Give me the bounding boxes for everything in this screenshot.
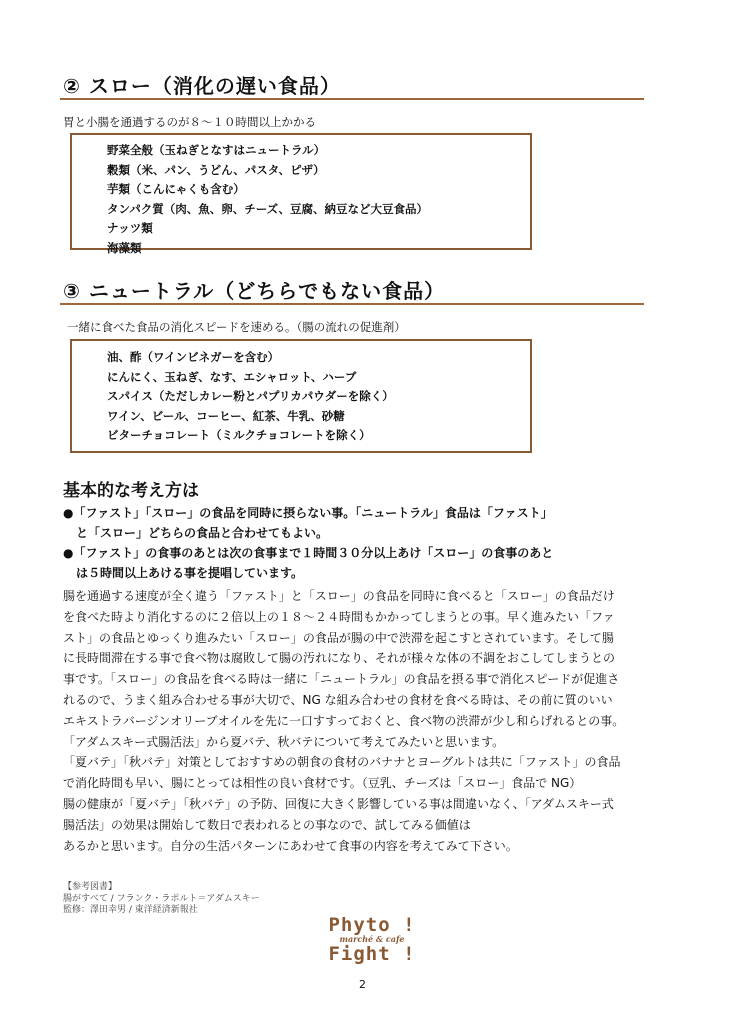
logo-line1: Phyto ! (328, 914, 416, 936)
food-item: 海藻類 (107, 240, 142, 255)
food-item: ビターチョコレート（ミルクチョコレートを除く） (107, 428, 371, 443)
reference-line: 腸がすべて / フランク・ラポルト＝アダムスキー (63, 893, 260, 904)
section2-food-box (70, 133, 532, 255)
food-item: 油、酢（ワインビネガーを含む） (107, 350, 280, 364)
section2-title-rule (60, 98, 644, 100)
section2-title: ② スロー（消化の遅い食品） (63, 74, 341, 98)
section3-food-box (70, 339, 532, 453)
paragraph-line: で消化時間も早い、腸にとっては相性の良い食材です。（豆乳、チーズは「スロー」食品で NG） (63, 776, 582, 791)
section2-note: 胃と小腸を通過するのが８～１０時間以上かかる (63, 115, 316, 129)
basics-bullets (63, 503, 553, 583)
references-label: 【参考図書】 (63, 882, 118, 892)
section3-note: 一緒に食べた食品の消化スピードを速める。（腸の流れの促進剤） (67, 320, 406, 334)
paragraph-line: 腸を通過する速度が全く違う「ファスト」と「スロー」の食品を同時に食べると「スロー」の食品だけ (63, 589, 615, 603)
logo-line2: marché & cafe (339, 934, 405, 944)
bullet-line: ●「ファスト」の食事のあとは次の食事まで１時間３０分以上あけ「スロー」の食事のあと (63, 546, 554, 560)
logo-line3: Fight ! (328, 943, 416, 965)
bullet-line: は５時間以上あける事を提唱しています。 (76, 566, 304, 580)
phyto-fight-logo (318, 915, 426, 964)
paragraph-line: 事です。「スロー」の食品を食べる時は一緒に「ニュートラル」の食品を摂る事で消化スピードが促進さ (63, 672, 620, 687)
food-item: 野菜全般（玉ねぎとなすはニュートラル） (107, 143, 326, 157)
food-item: ナッツ類 (107, 221, 153, 236)
section3-title: ③ ニュートラル（どちらでもない食品） (63, 279, 446, 303)
bullet-line: と「スロー」どちらの食品と合わせてもよい。 (76, 526, 329, 540)
paragraph-line: 腸活法」の効果は開始して数日で表われるとの事なので、試してみる価値は (63, 817, 471, 832)
food-item: 穀類（米、パン、うどん、パスタ、ピザ） (107, 162, 325, 177)
food-item: にんにく、玉ねぎ、なす、エシャロット、ハーブ (107, 369, 357, 384)
bullet-line: ●「ファスト」「スロー」の食品を同時に摂らない事。「ニュートラル」食品は「ファスト」 (63, 506, 553, 520)
food-item: タンパク質（肉、魚、卵、チーズ、豆腐、納豆など大豆食品） (107, 201, 428, 216)
paragraph-line: スト」の食品とゆっくり進みたい「スロー」の食品が腸の中で渋滞を起こすとされています。そして腸 (63, 630, 614, 645)
basics-paragraph (63, 586, 624, 856)
reference-line: 監修：澤田幸男 / 東洋経済新報社 (63, 905, 198, 915)
food-item: ワイン、ビール、コーヒー、紅茶、牛乳、砂糖 (107, 408, 345, 423)
section3-title-rule (60, 303, 644, 305)
page-number: 2 (359, 978, 366, 991)
paragraph-line: 「夏バテ」「秋バテ」対策としておすすめの朝食の食材のバナナとヨーグルトは共に「ファスト」の食品 (63, 755, 621, 770)
paragraph-line: エキストラバージンオリーブオイルを先に一口すすっておくと、食べ物の渋滞が少し和らげれるとの事。 (63, 713, 625, 728)
food-item: 芋類（こんにゃくも含む） (107, 182, 245, 197)
paragraph-line: 「アダムスキー式腸活法」から夏バテ、秋バテについて考えてみたいと思います。 (63, 734, 505, 749)
paragraph-line: に長時間滞在する事で食べ物は腐敗して腸の汚れになり、それが様々な体の不調をおこしてしまうとの (63, 651, 616, 666)
paragraph-line: れるので、うまく組み合わせる事が大切で、NG な組み合わせの食材を食べる時は、その前に質のいい (63, 692, 613, 707)
basics-heading: 基本的な考え方は (63, 481, 199, 501)
references (63, 882, 260, 917)
paragraph-line: あるかと思います。自分の生活パターンにあわせて食事の内容を考えてみて下さい。 (63, 838, 518, 853)
food-item: スパイス（ただしカレー粉とパプリカパウダーを除く） (107, 389, 394, 404)
paragraph-line: 腸の健康が「夏バテ」「秋バテ」の予防、回復に大きく影響している事は間違いなく、「アダムスキー式 (63, 796, 614, 811)
paragraph-line: を食べた時より消化するのに２倍以上の１８～２４時間もかかってしまうとの事。早く進みたい「ファ (63, 609, 615, 624)
